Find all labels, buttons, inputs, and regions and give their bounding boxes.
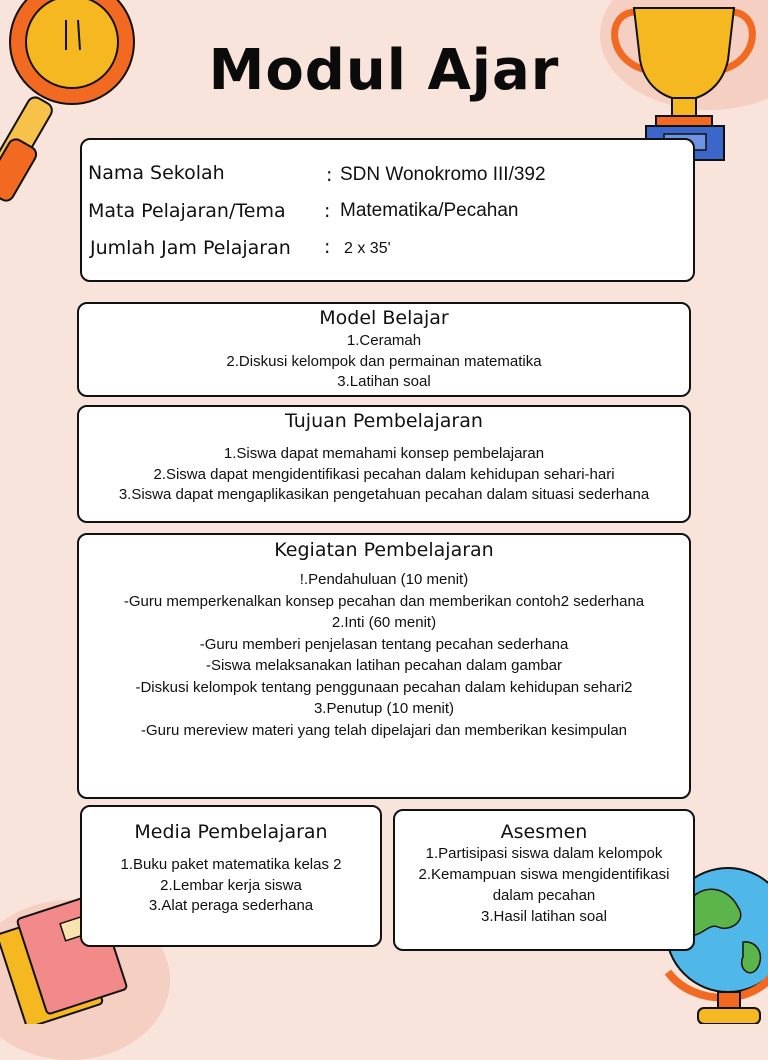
list-item: 3.Hasil latihan soal: [481, 908, 607, 925]
media-list: [82, 855, 380, 917]
list-item: -Siswa melaksanakan latihan pecahan dalam gambar: [205, 657, 563, 674]
model-belajar-heading: Model Belajar: [319, 307, 449, 329]
list-item: !.Pendahuluan (10 menit): [299, 571, 469, 588]
list-item: 3.Latihan soal: [337, 373, 431, 390]
list-item: -Guru memberi penjelasan tentang pecahan sederhana: [199, 635, 569, 653]
tujuan-list: [79, 444, 689, 506]
asesmen-list: [395, 843, 693, 927]
model-belajar-list: [79, 331, 689, 393]
info-value-hours: 2 x 35': [344, 240, 391, 257]
list-item: 1.Buku paket matematika kelas 2: [120, 856, 342, 873]
media-heading: Media Pembelajaran: [134, 821, 328, 843]
model-belajar-box: [77, 302, 691, 397]
list-item: -Diskusi kelompok tentang penggunaan pecahan dalam kehidupan sehari2: [135, 678, 633, 696]
list-item: 1.Partisipasi siswa dalam kelompok: [425, 845, 663, 862]
kegiatan-heading: Kegiatan Pembelajaran: [274, 539, 494, 561]
kegiatan-box: [77, 533, 691, 799]
list-item: 3.Alat peraga sederhana: [148, 897, 314, 914]
list-item: -Guru mereview materi yang telah dipelajari dan memberikan kesimpulan: [140, 721, 628, 739]
info-label-school: Nama Sekolah: [88, 162, 225, 184]
list-item: 1.Ceramah: [346, 332, 422, 349]
list-item: 1.Siswa dapat memahami konsep pembelajaran: [223, 445, 545, 462]
asesmen-heading: Asesmen: [500, 821, 588, 843]
list-item: 2.Lembar kerja siswa: [160, 876, 302, 894]
info-label-hours: Jumlah Jam Pelajaran: [90, 237, 291, 259]
info-separator: :: [324, 236, 331, 258]
tujuan-box: [77, 405, 691, 523]
page-title: Modul Ajar: [208, 38, 560, 103]
list-item: 2.Inti (60 menit): [331, 614, 437, 631]
kegiatan-list: [79, 569, 689, 741]
tujuan-heading: Tujuan Pembelajaran: [285, 410, 483, 432]
info-value-school: SDN Wonokromo III/392: [340, 164, 546, 185]
info-value-subject: Matematika/Pecahan: [340, 200, 519, 221]
asesmen-box: [393, 809, 695, 951]
list-item: 2.Siswa dapat mengidentifikasi pecahan dalam kehidupan sehari-hari: [153, 465, 615, 483]
list-item: 2.Kemampuan siswa mengidentifikasi: [418, 866, 670, 883]
list-item: 2.Diskusi kelompok dan permainan matematika: [226, 352, 542, 370]
list-item: 3.Penutup (10 menit): [313, 700, 455, 717]
school-info-box: [80, 138, 695, 282]
media-box: [80, 805, 382, 947]
info-separator: :: [326, 164, 333, 186]
list-item: 3.Siswa dapat mengaplikasikan pengetahuan pecahan dalam situasi sederhana: [118, 486, 650, 503]
list-item: -Guru memperkenalkan konsep pecahan dan memberikan contoh2 sederhana: [123, 592, 645, 610]
info-separator: :: [324, 200, 331, 222]
list-item: dalam pecahan: [492, 887, 596, 904]
info-label-subject: Mata Pelajaran/Tema: [88, 200, 286, 222]
